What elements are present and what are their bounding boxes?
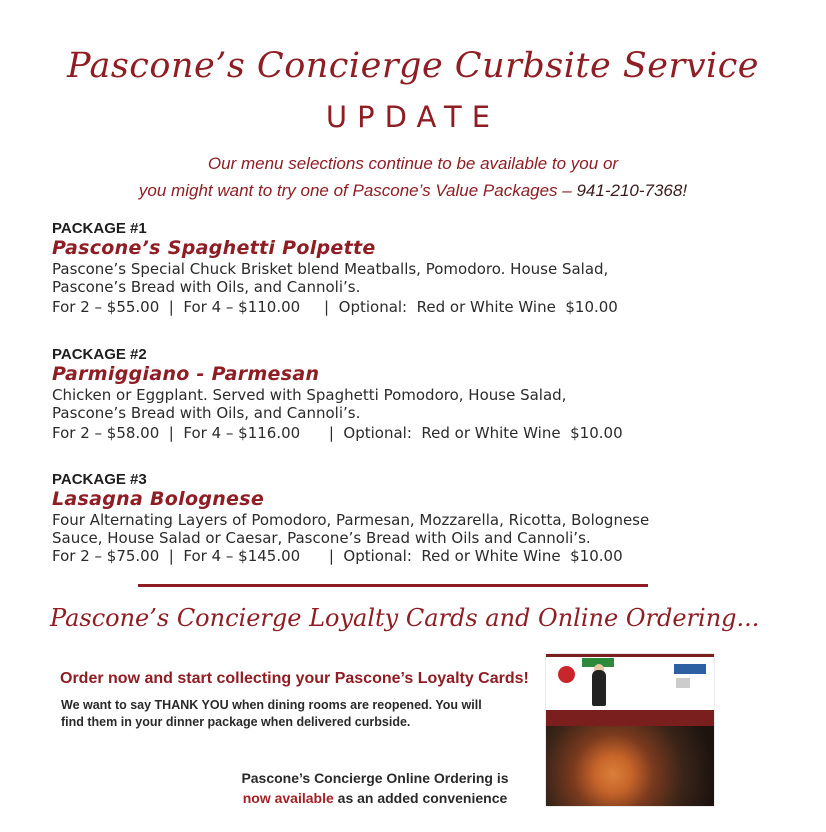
small-sign-icon: [676, 678, 690, 688]
package-2: [52, 346, 792, 444]
package-description-line-2: Sauce, House Salad or Caesar, Pascone’s Bread with Oils and Cannoli’s.: [52, 529, 591, 547]
chef-icon: [592, 670, 606, 706]
thank-you-line-1: We want to say THANK YOU when dining rooms are reopened. You will: [61, 698, 482, 712]
package-label: PACKAGE #1: [52, 220, 147, 237]
package-description-line-2: Pascone’s Bread with Oils, and Cannoli’s.: [52, 278, 361, 296]
package-description-line-1: Four Alternating Layers of Pomodoro, Parmesan, Mozzarella, Ricotta, Bolognese: [52, 511, 650, 529]
online-ordering-line-2: [210, 788, 540, 808]
thumb-nav-bar: [546, 710, 714, 726]
online-ordering-rest: as an added convenience: [333, 790, 508, 806]
intro-line-2-text: you might want to try one of Pascone’s Value Packages –: [138, 181, 577, 200]
package-label: PACKAGE #2: [52, 346, 147, 363]
package-price-line: For 2 – $55.00 | For 4 – $110.00 | Optional: Red or White Wine $10.00: [52, 298, 618, 316]
logo-icon: [620, 664, 670, 686]
update-subtitle: UPDATE: [325, 100, 501, 134]
package-label: PACKAGE #3: [52, 471, 147, 488]
package-description-line-1: Pascone’s Special Chuck Brisket blend Meatballs, Pomodoro. House Salad,: [52, 260, 609, 278]
page-title: Pascone’s Concierge Curbsite Service: [66, 46, 760, 86]
package-name: Pascone’s Spaghetti Polpette: [52, 237, 376, 259]
package-1: [52, 220, 792, 318]
thank-you-line-2: find them in your dinner package when delivered curbside.: [61, 715, 411, 729]
order-now-text: Order now and start collecting your Pascone’s Loyalty Cards!: [60, 670, 529, 687]
thumb-top-bar: [546, 654, 714, 657]
package-description-line-1: Chicken or Eggplant. Served with Spaghetti Pomodoro, House Salad,: [52, 386, 567, 404]
online-ordering-line-1: Pascone’s Concierge Online Ordering is: [241, 770, 509, 786]
package-description-line-2: Pascone’s Bread with Oils, and Cannoli’s.: [52, 404, 361, 422]
package-name: Parmiggiano - Parmesan: [52, 363, 320, 385]
package-price-line: For 2 – $75.00 | For 4 – $145.00 | Optional: Red or White Wine $10.00: [52, 547, 623, 565]
badge-icon: [558, 666, 575, 683]
loyalty-title: Pascone’s Concierge Loyalty Cards and Online Ordering...: [50, 604, 760, 632]
package-3: [52, 471, 792, 565]
food-photo-icon: [546, 726, 714, 806]
phone-number[interactable]: 941-210-7368!: [576, 181, 688, 200]
website-screenshot-icon[interactable]: [546, 654, 714, 806]
now-available-text[interactable]: now available: [242, 790, 334, 806]
intro-line-1: Our menu selections continue to be available to you or: [207, 154, 619, 173]
package-name: Lasagna Bolognese: [52, 488, 265, 510]
package-price-line: For 2 – $58.00 | For 4 – $116.00 | Optional: Red or White Wine $10.00: [52, 424, 623, 442]
section-divider: [138, 584, 648, 587]
sign-icon: [674, 664, 706, 674]
intro-line-2: [0, 181, 826, 201]
thank-you-text: [61, 697, 541, 731]
